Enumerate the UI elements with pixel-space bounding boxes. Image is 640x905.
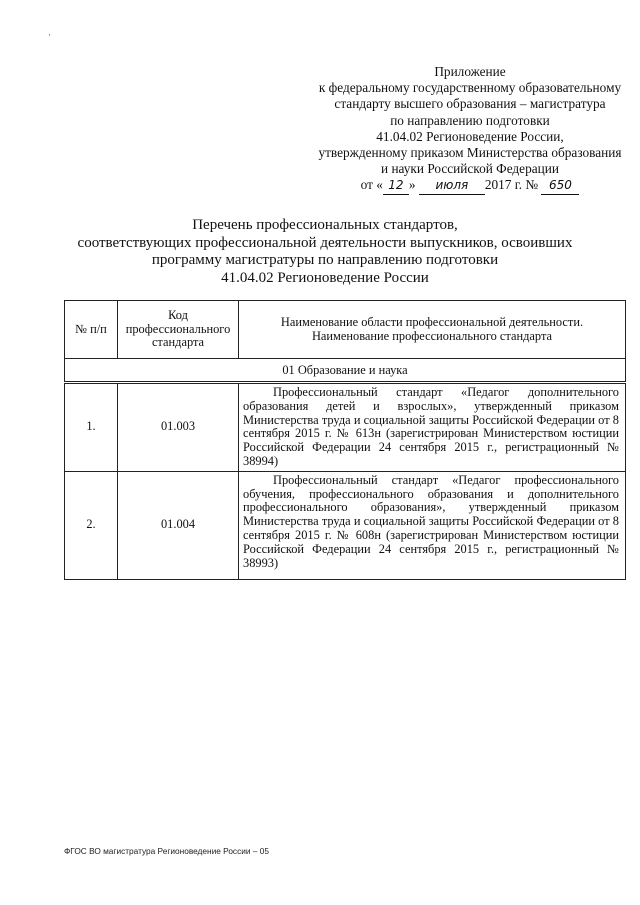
header-code: Код профессионального стандарта <box>118 301 239 359</box>
row-desc-cell <box>239 471 626 579</box>
handwritten-order-number: 650 <box>541 177 579 194</box>
appendix-line: 41.04.02 Регионоведение России, <box>376 128 564 144</box>
title-line: программу магистратуры по направлению подготовки <box>151 252 499 268</box>
title-line: соответствующих профессиональной деятельности выпускников, освоивших <box>77 234 573 251</box>
appendix-line: Приложение <box>434 64 506 79</box>
handwritten-month: июля <box>419 177 485 194</box>
handwritten-day: 12 <box>383 177 409 194</box>
row-num: 2. <box>65 471 118 579</box>
title-line: 41.04.02 Регионоведение России <box>221 269 429 286</box>
document-title <box>60 217 590 287</box>
order-date-line <box>300 177 640 194</box>
row-desc: Профессиональный стандарт «Педагог дополнительного образования детей и взрослых», утвержденный приказом Министерства труда и социальной защиты Российской Федерации от 8 сентября 2015 г. № 613н (зарегистрирован Министерством юстиции Российской Федерации 24 сентября 2015 г., регистрационный № 38994) <box>243 385 619 468</box>
section-row <box>65 359 626 383</box>
standards-table <box>64 300 626 580</box>
section-label: 01 Образование и наука <box>65 359 626 383</box>
date-year: 2017 г. № <box>484 177 539 193</box>
row-num: 1. <box>65 383 118 472</box>
row-code: 01.003 <box>118 383 239 472</box>
scan-mark: · <box>48 30 51 40</box>
header-num: № п/п <box>65 301 118 359</box>
table-header-row <box>65 301 626 359</box>
row-desc-cell <box>239 383 626 472</box>
row-code: 01.004 <box>118 471 239 579</box>
appendix-line: и науки Российской Федерации <box>381 161 559 177</box>
table-row <box>65 471 626 579</box>
date-mid: » <box>408 177 416 193</box>
appendix-line: по направлению подготовки <box>390 112 550 128</box>
page-footer: ФГОС ВО магистратура Регионоведение России – 05 <box>64 846 269 856</box>
date-prefix: от « <box>360 177 383 193</box>
header-name: Наименование области профессиональной деятельности. Наименование профессионального стандарта <box>239 301 626 359</box>
row-desc: Профессиональный стандарт «Педагог профессионального обучения, профессионального образования и дополнительного профессионального образования», утвержденный приказом Министерства труда и социальной защиты Российской Федерации от 8 сентября 2015 г. № 608н (зарегистрирован Министерством юстиции Российской Федерации 24 сентября 2015 г., регистрационный № 38993) <box>243 472 619 570</box>
title-line: Перечень профессиональных стандартов, <box>192 217 458 233</box>
table-row <box>65 383 626 472</box>
appendix-header <box>300 64 640 195</box>
appendix-line: к федеральному государственному образовательному <box>318 80 622 96</box>
appendix-line: стандарту высшего образования – магистратура <box>334 96 606 112</box>
appendix-line: утвержденному приказом Министерства образования <box>318 145 622 161</box>
